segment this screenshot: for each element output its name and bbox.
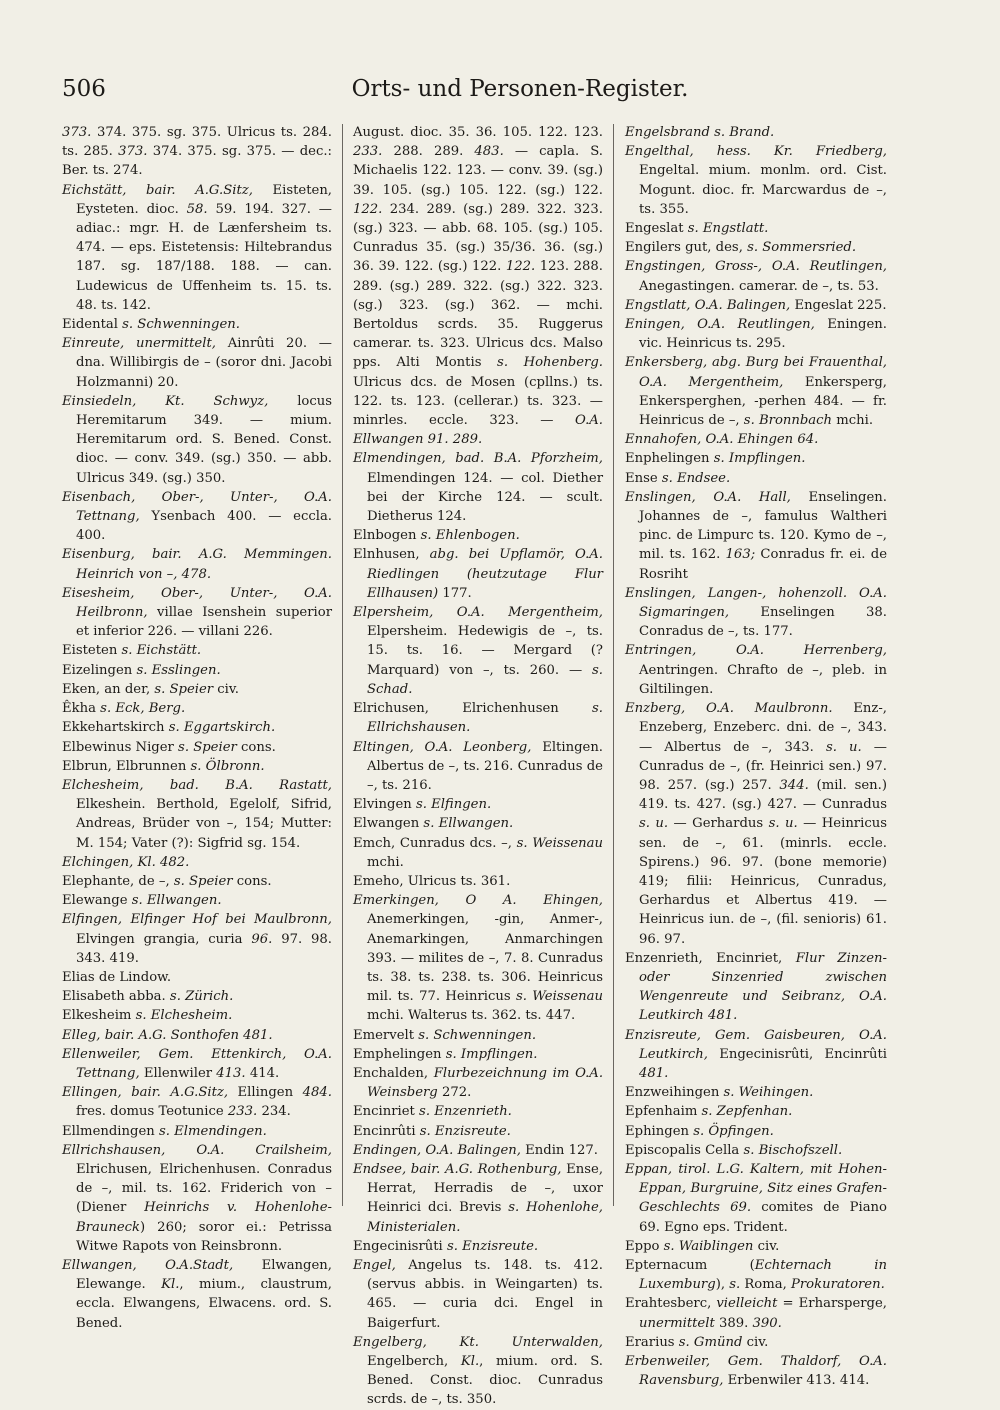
entry-text: ) 260; soror ei.: Petrissa Witwe Rapots von Reinsbronn.	[76, 1219, 332, 1254]
entry-text: 234. 289. (sg.) 289. 322. 323. (sg.) 323. — abb. 68. 105. (sg.) 105. Cunradus 35. (sg.) 35/36. 36. (sg.) 36. 39. 122. (sg.) 122.	[353, 201, 603, 275]
index-entry	[353, 814, 603, 833]
index-entry	[625, 699, 887, 949]
entry-text-italic: 58.	[186, 201, 208, 217]
index-entry	[62, 757, 332, 776]
entry-text-italic: Elfingen, Elfinger Hof bei Maulbronn,	[62, 912, 332, 928]
entry-text-italic: s. Eichstätt.	[121, 643, 202, 659]
index-entry	[625, 1102, 887, 1121]
index-entry	[62, 776, 332, 853]
index-entry	[353, 603, 603, 699]
entry-text-italic: 163;	[725, 547, 756, 563]
entry-text: mchi. Walterus ts. 362. ts. 447.	[367, 1008, 576, 1024]
entry-text: comites de Piano 69. Egno eps. Trident.	[639, 1200, 887, 1235]
entry-text-italic: s. u.	[639, 816, 669, 832]
entry-text-italic: s. Esslingen.	[136, 662, 221, 678]
entry-text: Ainrûti 20. — dna. Willibirgis de – (soror dni. Jacobi Holzmanni) 20.	[76, 336, 332, 390]
entry-text: Encinriet	[353, 1104, 420, 1120]
entry-text-italic: Eisesheim, Ober-, Unter-, O.A. Heilbronn,	[62, 585, 332, 621]
entry-text: Enselingen 38. Conradus de –, ts. 177.	[639, 605, 887, 640]
entry-text: Eltingen. Albertus de –, ts. 216. Cunradus de –, ts. 216.	[367, 739, 604, 793]
entry-text-italic: s. Gmünd	[678, 1334, 743, 1350]
entry-text-italic: s. Ölbronn.	[190, 758, 265, 774]
entry-text-italic: s. Ehlenbogen.	[420, 528, 520, 544]
entry-text: villae Isenshein superior et inferior 226. — villani 226.	[76, 605, 332, 640]
entry-text-italic: s. Eck, Berg.	[100, 701, 186, 717]
entry-text-italic: Erbenweiler, Gem. Thaldorf, O.A. Ravensburg,	[625, 1354, 887, 1389]
entry-text: 374. 375. sg. 375. — dec.: Ber. ts. 274.	[62, 144, 332, 179]
entry-text: Eizelingen	[62, 662, 137, 678]
entry-text-italic: s. Speier	[178, 739, 237, 755]
index-entry	[625, 1122, 887, 1141]
index-entry	[625, 315, 887, 353]
entry-text-italic: Eningen, O.A. Reutlingen,	[625, 317, 815, 333]
index-entry	[353, 1064, 603, 1102]
index-entry	[353, 1102, 603, 1121]
index-entry	[62, 661, 332, 680]
index-entry	[62, 181, 332, 315]
index-entry	[62, 699, 332, 718]
index-column-2	[353, 123, 603, 1410]
index-entry	[62, 738, 332, 757]
index-entry	[353, 526, 603, 545]
entry-text-italic: unermittelt	[639, 1315, 715, 1331]
index-entry	[353, 872, 603, 891]
index-entry	[353, 545, 603, 603]
entry-text-italic: s. Öpfingen.	[693, 1123, 774, 1139]
entry-text: (mil. sen.) 419. ts. 427. (sg.) 427. — Cunradus	[639, 777, 887, 813]
entry-text: Elvingen grangia, curia	[76, 931, 252, 947]
entry-text-italic: 233.	[227, 1104, 258, 1120]
entry-text-italic: Engelberg, Kt. Unterwalden,	[353, 1334, 603, 1350]
entry-text-italic: Einreute, unermittelt,	[62, 336, 216, 352]
index-entry	[62, 392, 332, 488]
entry-text: Ense	[625, 470, 662, 486]
entry-text-italic: s. Waiblingen	[663, 1238, 754, 1254]
index-entry	[62, 545, 332, 583]
entry-text: = Erharsperge,	[777, 1296, 887, 1312]
index-entry	[62, 853, 332, 872]
entry-text-italic: 233.	[353, 144, 383, 160]
page-number: 506	[62, 76, 106, 102]
entry-text: Enphelingen	[625, 451, 714, 467]
entry-text: Elrichusen, Elrichenhusen. Conradus de –, mil. ts. 162. Friderich von – (Diener	[76, 1161, 332, 1216]
entry-text: Engecinisrûti, Encinrûti	[707, 1046, 887, 1062]
index-entry	[62, 1045, 332, 1083]
entry-text: Elbewinus Niger	[62, 739, 179, 755]
entry-text-italic: Eltingen, O.A. Leonberg,	[353, 739, 532, 755]
entry-text-italic: s. u.	[825, 739, 862, 755]
entry-text: Erarius	[625, 1334, 679, 1350]
entry-text: Epfenhaim	[625, 1104, 702, 1120]
entry-text-italic: Elleg, bair. A.G. Sonthofen 481.	[62, 1027, 273, 1043]
entry-text-italic: s. Enzenrieth.	[419, 1104, 512, 1120]
entry-text-italic: Prokuratoren.	[791, 1277, 885, 1293]
index-entry	[625, 1141, 887, 1160]
entry-text: Ellingen	[228, 1085, 303, 1101]
index-entry	[625, 488, 887, 584]
entry-text-italic: 373.	[118, 144, 148, 160]
entry-text: Ellenwiler	[139, 1065, 217, 1081]
entry-text-italic: s. Zürich.	[169, 989, 234, 1005]
entry-text: Enz-, Enzeberg, Enzeberc. dni. de –, 343. — Albertus de –, 343.	[639, 701, 887, 755]
index-entry	[625, 1083, 887, 1102]
entry-text-italic: Kl.	[161, 1277, 180, 1293]
entry-text-italic: s. Weihingen.	[723, 1085, 814, 1101]
index-entry	[62, 1256, 332, 1333]
entry-text: Enchalden,	[353, 1065, 434, 1081]
entry-text: Engecinisrûti	[353, 1238, 447, 1254]
entry-text-italic: s. Bronnbach	[743, 413, 833, 429]
entry-text: Epternacum (	[625, 1257, 755, 1273]
entry-text: Elnhusen,	[353, 547, 430, 563]
entry-text: cons.	[236, 739, 276, 755]
entry-text: Enselingen. Johannes de –, famulus Waltheri pinc. de Limpurc ts. 120. Kymo de –, mil. ts. 162.	[639, 489, 887, 563]
entry-text-italic: Ellingen, bair. A.G.Sitz,	[62, 1085, 229, 1101]
entry-text: Êkha	[62, 701, 101, 717]
entry-text: Engeltal. mium. monlm. ord. Cist. Mogunt. dioc. fr. Marcwardus de –, ts. 355.	[639, 163, 887, 217]
entry-text: , mium. ord. S. Bened. Const. dioc. Cunradus scrds. de –, ts. 350.	[367, 1354, 603, 1408]
index-entry	[62, 1006, 332, 1025]
entry-text-italic: Enslingen, Langen-, hohenzoll. O.A. Sigmaringen,	[625, 585, 887, 621]
entry-text: Elbrun, Elbrunnen	[62, 758, 191, 774]
entry-text-italic: s. Schad.	[367, 662, 603, 697]
entry-text: mchi.	[832, 413, 874, 429]
entry-text: Enkersperg, Enkersperghen, -perhen 484. — fr. Heinricus de –,	[639, 374, 887, 429]
entry-text-italic: Ellwangen, O.A.Stadt,	[62, 1257, 234, 1273]
entry-text: Conradus fr. ei. de Rosriht	[639, 547, 887, 582]
page-title: Orts- und Personen-Register.	[351, 76, 689, 102]
entry-text: Emeho, Ulricus ts. 361.	[353, 873, 511, 889]
entry-text: civ.	[213, 681, 239, 697]
entry-text: — capla. S. Michaelis 122. 123. — conv. 39. (sg.) 39. 105. (sg.) 105. 122. (sg.) 122.	[353, 144, 603, 198]
index-entry	[625, 353, 887, 430]
index-entry	[625, 584, 887, 642]
entry-text: Roma,	[740, 1277, 791, 1293]
entry-text-italic: 122.	[505, 259, 536, 275]
entry-text: 374. 375. sg. 375. Ulricus ts. 284. ts. 285.	[62, 125, 332, 160]
entry-text-italic: Engel,	[353, 1257, 396, 1273]
index-entry	[62, 910, 332, 968]
entry-text: , mium., claustrum, eccla. Elwangens, Elwacens. ord. S. Bened.	[76, 1277, 332, 1331]
entry-text: Eidental	[62, 317, 123, 333]
entry-text-italic: 390.	[752, 1315, 782, 1331]
entry-text-italic: 484.	[302, 1085, 332, 1101]
index-entry	[62, 680, 332, 699]
index-entry	[625, 1256, 887, 1294]
index-entry	[625, 949, 887, 1026]
entry-text-italic: vielleicht	[716, 1296, 778, 1312]
entry-text-italic: Elmendingen, bad. B.A. Pforzheim,	[353, 451, 603, 467]
entry-text: Elwangen, Elewange.	[76, 1257, 332, 1293]
entry-text-italic: s. Elfingen.	[415, 797, 492, 813]
entry-text-italic: s. Zepfenhan.	[701, 1104, 793, 1120]
entry-text: 389.	[714, 1315, 753, 1331]
entry-text-italic: Endsee, bair. A.G. Rothenburg,	[353, 1161, 562, 1177]
index-entry	[62, 1122, 332, 1141]
entry-text: Engeslat 225.	[790, 297, 887, 313]
entry-text: 59. 194. 327. — adiac.: mgr. H. de Lænfersheim ts. 474. — eps. Eistetensis: Hiltebrandus 187. sg. 187/188. 188. — can. Ludewicus de Uffenheim ts. 15. ts. 48. ts. 142.	[76, 201, 332, 313]
entry-text: Enzenrieth, Encinriet,	[625, 950, 796, 966]
entry-text-italic: s. Schwenningen.	[122, 317, 240, 333]
index-entry	[625, 1352, 887, 1390]
index-entry	[625, 449, 887, 468]
entry-text: Emch, Cunradus dcs. –,	[353, 835, 517, 851]
entry-text: 177.	[438, 585, 472, 601]
index-entry	[62, 872, 332, 891]
entry-text-italic: Eisenbach, Ober-, Unter-, O.A. Tettnang,	[62, 489, 332, 525]
index-entry	[625, 219, 887, 238]
entry-text: Engelberch,	[367, 1354, 461, 1369]
entry-text: Ysenbach 400. — eccla. 400.	[76, 509, 332, 544]
entry-text: Ulricus dcs. de Mosen (cpllns.) ts. 122. ts. 123. (cellerar.) ts. 323. — minrles. eccle. 323. —	[353, 374, 603, 429]
entry-text-italic: Elchesheim, bad. B.A. Rastatt,	[62, 777, 332, 793]
entry-text-italic: s. Ellwangen.	[131, 893, 222, 909]
entry-text-italic: 373.	[62, 125, 92, 140]
index-entry	[62, 968, 332, 987]
index-entry	[62, 641, 332, 660]
entry-text-italic: Ellrichshausen, O.A. Crailsheim,	[62, 1142, 332, 1158]
index-entry	[353, 449, 603, 526]
entry-text-italic: Engstingen, Gross-, O.A. Reutlingen,	[625, 259, 887, 275]
index-entry	[353, 1141, 603, 1160]
entry-text: civ.	[753, 1238, 780, 1254]
entry-text-italic: s. Enzisreute.	[446, 1238, 539, 1254]
index-entry	[353, 1045, 603, 1064]
entry-text-italic: Eichstätt, bair. A.G.Sitz,	[62, 182, 253, 198]
entry-text: Ense, Herrat, Herradis de –, uxor Heinrici dci. Brevis	[367, 1161, 604, 1216]
entry-text-italic: Engelsbrand s. Brand.	[625, 125, 775, 140]
entry-text-italic: s. Elchesheim.	[135, 1008, 233, 1024]
entry-text-italic: 122.	[353, 201, 383, 217]
entry-text-italic: s. Hohenlohe, Ministerialen.	[367, 1200, 603, 1235]
entry-text-italic: Enkersberg, abg. Burg bei Frauenthal, O.A. Mergentheim,	[625, 355, 887, 390]
entry-text-italic: Engstlatt, O.A. Balingen,	[625, 297, 791, 313]
entry-text-italic: Emerkingen, O A. Ehingen,	[353, 893, 603, 909]
index-entry	[62, 584, 332, 642]
entry-text-italic: 96.	[251, 931, 273, 947]
entry-text-italic: s. Schwenningen.	[418, 1027, 537, 1043]
entry-text: Elkesheim	[62, 1008, 136, 1024]
index-entry	[62, 1026, 332, 1045]
entry-text: Engeslat	[625, 221, 688, 237]
index-entry	[62, 334, 332, 392]
entry-text-italic: s. Eggartskirch.	[168, 720, 276, 736]
entry-text: Emervelt	[353, 1027, 419, 1043]
entry-text-italic: Entringen, O.A. Herrenberg,	[625, 643, 887, 659]
entry-text: Elisabeth abba.	[62, 989, 170, 1005]
entry-text-italic: abg. bei Upflamör, O.A. Riedlingen (heutzutage Flur Ellhausen)	[367, 547, 603, 601]
entry-text: Elvingen	[353, 797, 416, 813]
entry-text: Elmendingen 124. — col. Diether bei der Kirche 124. — scult. Dietherus 124.	[367, 470, 603, 525]
index-entry	[353, 1256, 603, 1333]
entry-text: Enzweihingen	[625, 1085, 724, 1101]
entry-text-italic: s. Ellrichshausen.	[367, 701, 603, 736]
entry-text: Elrichusen, Elrichenhusen	[353, 701, 593, 717]
entry-text-italic: s. Weissenau	[515, 989, 603, 1005]
index-entry	[625, 641, 887, 699]
entry-text-italic: Enslingen, O.A. Hall,	[625, 489, 791, 505]
entry-text-italic: 413.	[216, 1065, 246, 1081]
index-entry	[353, 738, 603, 796]
column-divider	[342, 124, 343, 1206]
index-entry	[353, 699, 603, 737]
entry-text-italic: s. Speier	[173, 873, 233, 889]
entry-text-italic: Enzberg, O.A. Maulbronn.	[625, 701, 833, 717]
column-divider	[613, 124, 614, 1206]
index-entry	[353, 1160, 603, 1237]
entry-text: Elkeshein. Berthold, Egelolf, Sifrid, Andreas, Brüder von –, 154; Mutter: M. 154; Vater (?): Sigfrid sg. 154.	[76, 797, 332, 851]
entry-text: 272.	[437, 1085, 472, 1101]
entry-text-italic: Enzisreute, Gem. Gaisbeuren, O.A. Leutkirch,	[625, 1027, 887, 1062]
index-entry	[625, 1026, 887, 1084]
entry-text: Anegastingen. camerar. de –, ts. 53.	[639, 278, 879, 294]
index-entry	[625, 296, 887, 315]
index-entry	[62, 123, 332, 181]
index-entry	[625, 123, 887, 142]
entry-text: Angelus ts. 148. ts. 412. (servus abbis. in Weingarten) ts. 465. — curia dci. Engel in Baigerfurt.	[367, 1257, 603, 1331]
entry-text: — Cunradus de –, (fr. Heinrici sen.) 97. 98. 257. (sg.) 257.	[639, 739, 887, 793]
entry-text-italic: Eppan, tirol. L.G. Kaltern, mit Hohen-Eppan, Burgruine, Sitz eines Grafen-Geschlechts 69.	[625, 1161, 887, 1216]
entry-text: Elewange	[62, 893, 132, 909]
index-entry	[353, 1237, 603, 1256]
entry-text: 97. 98. 343. 419.	[76, 931, 332, 966]
entry-text: Elpersheim. Hedewigis de –, ts. 15. ts. 16. — Mergard (? Marquard) von –, ts. 260. —	[367, 624, 603, 678]
entry-text: civ.	[742, 1334, 769, 1350]
index-entry	[62, 1083, 332, 1121]
entry-text: Engilers gut, des,	[625, 240, 748, 256]
index-entry	[62, 891, 332, 910]
index-entry	[625, 257, 887, 295]
entry-text: Eppo	[625, 1238, 664, 1254]
entry-text: mchi.	[367, 854, 404, 870]
entry-text: Erbenwiler 413. 414.	[723, 1373, 870, 1389]
entry-text-italic: s. Hohenberg.	[497, 355, 603, 371]
entry-text-italic: s. Speier	[154, 681, 214, 697]
entry-text-italic: s. Ellwangen.	[423, 816, 514, 832]
entry-text: Eken, an der,	[62, 681, 155, 697]
entry-text-italic: Elpersheim, O.A. Mergentheim,	[353, 605, 603, 621]
entry-text: Elwangen	[353, 816, 424, 832]
entry-text: Erahtesberc,	[625, 1296, 717, 1312]
entry-text: Emphelingen	[353, 1046, 446, 1062]
entry-text-italic: Flurbezeichnung im O.A. Weinsberg	[367, 1065, 604, 1101]
entry-text: Ellmendingen	[62, 1123, 159, 1139]
entry-text-italic: Eisenburg, bair. A.G. Memmingen. Heinrich von –, 478.	[62, 547, 332, 582]
entry-text: Eisteten	[62, 643, 122, 659]
entry-text: Aentringen. Chrafto de –, pleb. in Giltilingen.	[639, 662, 887, 697]
page-header	[60, 76, 940, 108]
entry-text-italic: 483.	[474, 144, 504, 160]
index-entry	[62, 315, 332, 334]
entry-text-italic: Ellenweiler, Gem. Ettenkirch, O.A. Tettnang,	[62, 1046, 332, 1081]
index-entry	[353, 891, 603, 1025]
index-entry	[62, 1141, 332, 1256]
index-entry	[353, 123, 603, 449]
entry-text-italic: Einsiedeln, Kt. Schwyz,	[62, 393, 269, 409]
entry-text: 288. 289.	[382, 144, 475, 160]
entry-text-italic: Endingen, O.A. Balingen,	[353, 1142, 521, 1158]
entry-text-italic: s. Impflingen.	[713, 451, 806, 467]
entry-text-italic: Elchingen, Kl. 482.	[62, 854, 190, 870]
index-entry	[625, 430, 887, 449]
entry-text-italic: 481.	[639, 1065, 669, 1081]
index-entry	[62, 718, 332, 737]
entry-text: fres. domus Teotunice	[76, 1104, 228, 1120]
entry-text: — Heinricus sen. de –, 61. (minrls. eccle. Spirens.) 96. 97. (bone memorie) 419; filii: Heinricus, Cunradus, Gerhardus et Albertus 419. — Heinricus iun. de –, (fil. senioris) 61. 96. 97.	[639, 816, 887, 947]
entry-text-italic: Kl.	[460, 1354, 480, 1369]
index-entry	[625, 469, 887, 488]
index-entry	[625, 238, 887, 257]
index-entry	[353, 1122, 603, 1141]
entry-text-italic: s. Bischofszell.	[743, 1142, 843, 1158]
index-entry	[62, 488, 332, 546]
entry-text-italic: s. u.	[768, 816, 798, 832]
entry-text: — Gerhardus	[668, 816, 769, 832]
entry-text: Encinrûti	[353, 1123, 420, 1139]
entry-text: Elias de Lindow.	[62, 969, 172, 985]
index-entry	[62, 987, 332, 1006]
index-entry	[353, 795, 603, 814]
index-entry	[353, 1026, 603, 1045]
entry-text-italic: O.A. Ellwangen 91. 289.	[353, 413, 603, 448]
entry-text-italic: s. Endsee.	[661, 470, 731, 486]
entry-text: Endin 127.	[520, 1142, 598, 1158]
entry-text-italic: Ennahofen, O.A. Ehingen 64.	[625, 432, 819, 448]
entry-text: August. dioc. 35. 36. 105. 122. 123.	[353, 125, 603, 140]
entry-text: ),	[715, 1277, 730, 1293]
index-entry	[625, 142, 887, 219]
entry-text-italic: s. Enzisreute.	[419, 1123, 511, 1139]
entry-text: cons.	[232, 873, 272, 889]
entry-text-italic: s. Impflingen.	[445, 1046, 538, 1062]
entry-text: Elephante, de –,	[62, 873, 174, 889]
entry-text-italic: Heinrichs v. Hohenlohe-Brauneck	[76, 1200, 332, 1235]
index-entry	[625, 1294, 887, 1332]
index-column-3	[625, 123, 887, 1390]
index-entry	[625, 1333, 887, 1352]
index-entry	[353, 834, 603, 872]
entry-text: Ephingen	[625, 1123, 694, 1139]
entry-text: Ekkehartskirch	[62, 720, 169, 736]
index-column-1	[62, 123, 332, 1333]
entry-text: 234.	[257, 1104, 291, 1120]
entry-text: Anemerkingen, -gin, Anmer-, Anemarkingen, Anmarchingen 393. — milites de –, 7. 8. Cunradus ts. 38. ts. 238. ts. 306. Heinricus mil. ts. 77. Heinricus	[367, 912, 603, 1005]
entry-text-italic: Engelthal, hess. Kr. Friedberg,	[625, 144, 887, 160]
entry-text: 123. 288. 289. (sg.) 289. 322. (sg.) 322. 323. (sg.) 323. (sg.) 362. — mchi. Bertoldus scrds. 35. Ruggerus camerar. ts. 323. Ulricus dcs. Malso pps. Alti Montis	[353, 259, 603, 371]
entry-text-italic: s.	[729, 1277, 741, 1293]
entry-text-italic: Flur Zinzen- oder Sinzenried zwischen Wengenreute und Seibranz, O.A. Leutkirch 481.	[639, 950, 887, 1024]
entry-text: Episcopalis Cella	[625, 1142, 744, 1158]
entry-text-italic: s. Weissenau	[516, 835, 603, 851]
entry-text: Eisteten, Eysteten. dioc.	[76, 182, 332, 217]
entry-text-italic: Echternach in Luxemburg	[639, 1257, 887, 1293]
entry-text: Eningen. vic. Heinricus ts. 295.	[639, 317, 887, 352]
entry-text-italic: s. Engstlatt.	[687, 221, 769, 237]
entry-text-italic: s. Elmendingen.	[158, 1123, 267, 1139]
index-entry	[625, 1237, 887, 1256]
index-entry	[625, 1160, 887, 1237]
entry-text: locus Heremitarum 349. — mium. Heremitarum ord. S. Bened. Const. dioc. — conv. 349. (sg.) 350. — abb. Ulricus 349. (sg.) 350.	[76, 393, 332, 486]
entry-text-italic: 344.	[779, 777, 809, 793]
entry-text: Elnbogen	[353, 528, 421, 544]
entry-text-italic: s. Sommersried.	[747, 240, 857, 256]
entry-text: 414.	[245, 1065, 280, 1081]
index-entry	[353, 1333, 603, 1410]
